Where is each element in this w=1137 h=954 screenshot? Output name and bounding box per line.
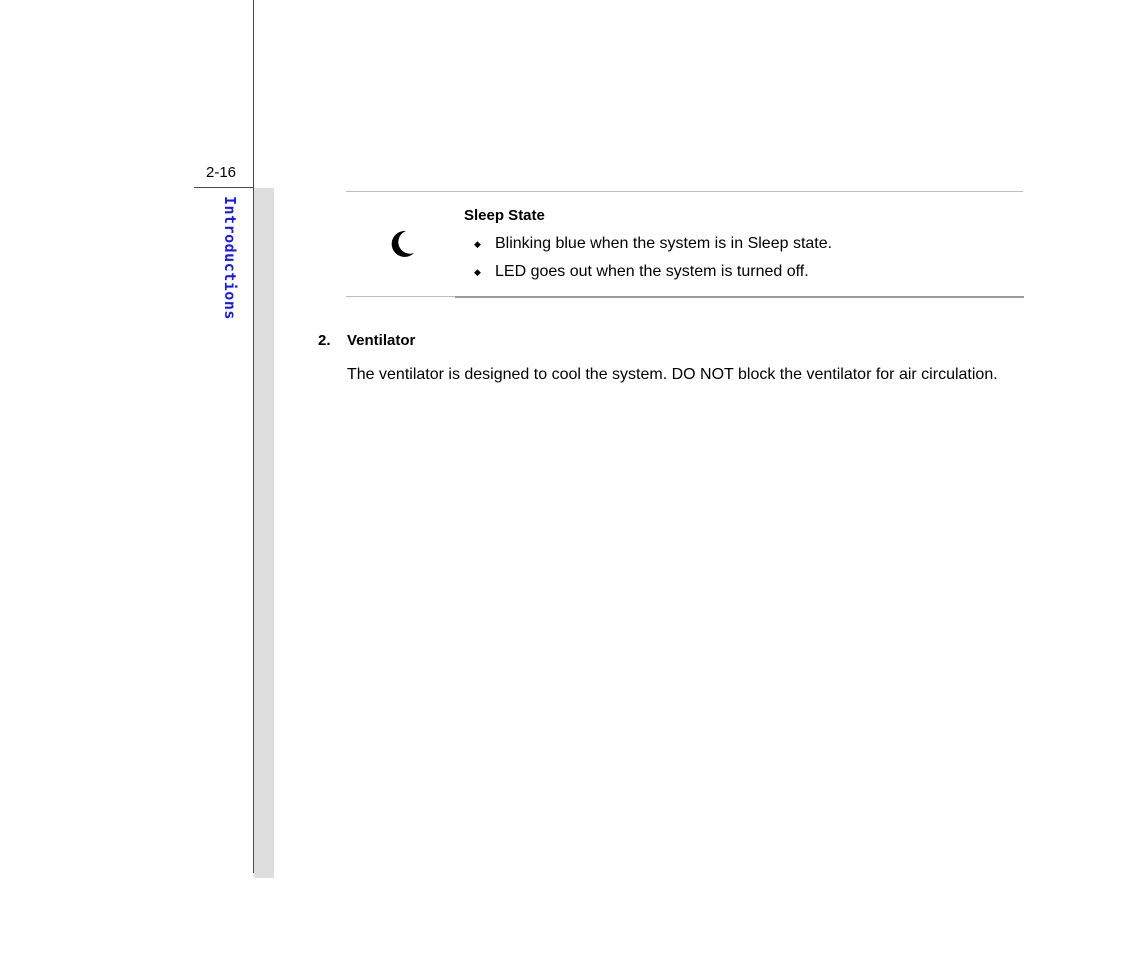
table-bottom-rule-right	[455, 296, 1024, 298]
ventilator-description: The ventilator is designed to cool the system. DO NOT block the ventilator for air circulation.	[347, 366, 998, 383]
ventilator-item-number: 2.	[318, 332, 331, 349]
table-top-rule	[346, 191, 1023, 192]
page-number-underline	[194, 187, 254, 188]
ventilator-title: Ventilator	[347, 332, 416, 349]
sleep-bullet-2: LED goes out when the system is turned off.	[495, 263, 809, 280]
bullet-glyph: ◆	[474, 267, 481, 277]
margin-gray-strip	[254, 188, 274, 878]
page-number: 2-16	[206, 164, 237, 181]
bullet-glyph: ◆	[474, 239, 481, 249]
section-tab-label: Introductions	[221, 196, 239, 320]
table-bottom-rule-left	[346, 296, 455, 297]
crescent-moon-icon	[386, 228, 418, 260]
sleep-bullet-1: Blinking blue when the system is in Sleep state.	[495, 235, 833, 252]
sleep-state-title: Sleep State	[464, 207, 545, 224]
